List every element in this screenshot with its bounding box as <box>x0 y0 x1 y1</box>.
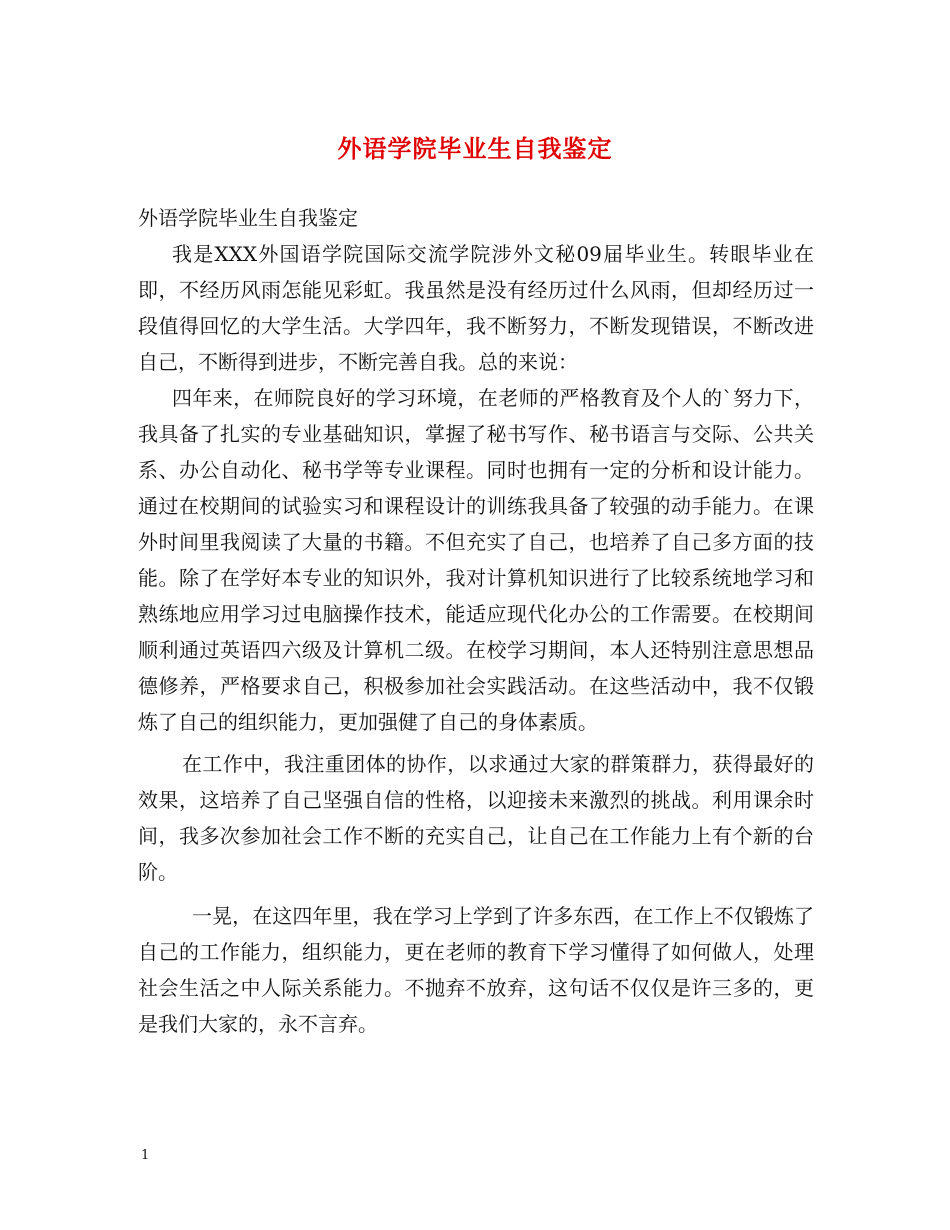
paragraph-conclusion: 一晃，在这四年里，我在学习上学到了许多东西，在工作上不仅锻炼了自己的工作能力，组织能力，更在老师的教育下学习懂得了如何做人，处理社会生活之中人际关系能力。不抛弃不放弃，这句话不仅仅是许三多的，更是我们大家的，永不言弃。 <box>138 904 814 1036</box>
paragraph-work: 在工作中，我注重团体的协作，以求通过大家的群策群力，获得最好的效果，这培养了自己坚强自信的性格，以迎接未来激烈的挑战。利用课余时间，我多次参加社会工作不断的充实自己，让自己在工作能力上有个新的台阶。 <box>138 752 814 884</box>
document-subtitle: 外语学院毕业生自我鉴定 <box>138 206 358 230</box>
document-title: 外语学院毕业生自我鉴定 <box>337 134 613 163</box>
paragraph-intro: 我是XXX外国语学院国际交流学院涉外文秘09届毕业生。转眼毕业在即，不经历风雨怎能见彩虹。我虽然是没有经历过什么风雨，但却经历过一段值得回忆的大学生活。大学四年，我不断努力，不断发现错误，不断改进自己，不断得到进步，不断完善自我。总的来说： <box>138 242 814 374</box>
paragraph-study: 四年来，在师院良好的学习环境，在老师的严格教育及个人的`努力下，我具备了扎实的专业基础知识，掌握了秘书写作、秘书语言与交际、公共关系、办公自动化、秘书学等专业课程。同时也拥有一定的分析和设计能力。通过在校期间的试验实习和课程设计的训练我具备了较强的动手能力。在课外时间里我阅读了大量的书籍。不但充实了自己，也培养了自己多方面的技能。除了在学好本专业的知识外，我对计算机知识进行了比较系统地学习和熟练地应用学习过电脑操作技术，能适应现代化办公的工作需要。在校期间顺利通过英语四六级及计算机二级。在校学习期间，本人还特别注意思想品德修养，严格要求自己，积极参加社会实践活动。在这些活动中，我不仅锻炼了自己的组织能力，更加强健了自己的身体素质。 <box>138 386 814 734</box>
document-body <box>138 200 814 1042</box>
page-number: 1 <box>141 1148 150 1163</box>
